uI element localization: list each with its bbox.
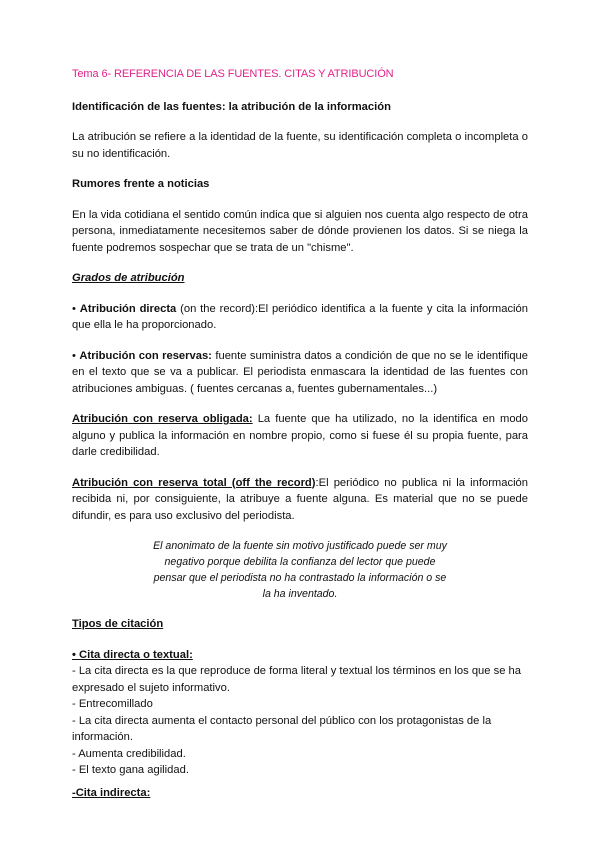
list-item: - La cita directa aumenta el contacto personal del público con los protagonistas de la información. [72,714,492,743]
tipos-heading: Tipos de citación [72,618,164,630]
cita-directa-section [72,647,528,779]
grado-item [72,411,528,461]
grado-term: Atribución directa [79,302,177,315]
document-page [72,66,528,801]
pull-quote: El anonimato de la fuente sin motivo justificado puede ser muy negativo porque debilita la confianza del lector que puede pensar que el periodista no ha contrastado la información o se la ha inventado. [153,540,447,600]
grado-extra: (on the record) [176,302,256,315]
grado-text: fuente suministra datos a condición de que no se le identifique en el texto que se va a publicar. El periodista enmascara la identidad de las fuentes con atribuciones ambiguas. ( fuentes cercanas a, fuentes gubernamentales...) [72,349,528,395]
cita-directa-heading: • Cita directa o textual: [72,648,193,661]
bullet-icon: • [72,349,76,362]
list-item: - Entrecomillado [72,698,153,710]
list-item: - La cita directa es la que reproduce de forma literal y textual los términos en los que se ha expresado el sujeto informativo. [72,665,521,694]
rumores-heading: Rumores frente a noticias [72,178,210,190]
grado-term: Atribución con reserva total (off the record) [72,476,316,489]
rumores-paragraph: En la vida cotidiana el sentido común indica que si alguien nos cuenta algo respecto de otra persona, inmediatamente necesitemos saber de dónde provienen los datos. Si se niega la fuente podremos sospechar que se trata de un "chisme". [72,208,528,254]
cita-indirecta-heading: -Cita indirecta: [72,786,151,799]
grado-item [72,475,528,525]
grado-term: Atribución con reservas: [79,349,212,362]
grado-term: Atribución con reserva obligada: [72,413,253,425]
grado-item [72,301,528,334]
bullet-icon: • [72,302,76,315]
identificacion-paragraph: La atribución se refiere a la identidad de la fuente, su identificación completa o incompleta o su no identificación. [72,131,528,160]
grado-text: :El periódico no publica ni la información recibida ni, por consiguiente, la atribuye a fuente alguna. Es material que no se puede difundir, es para uso exclusivo del periodista. [72,476,528,522]
list-item: - El texto gana agilidad. [72,764,189,776]
grado-item [72,348,528,398]
document-title: Tema 6- REFERENCIA DE LAS FUENTES. CITAS Y ATRIBUCIÓN [72,68,394,80]
grado-text: :El periódico identifica a la fuente y cita la información que ella le ha proporcionado. [72,302,528,331]
list-item: - Aumenta credibilidad. [72,747,186,760]
identificacion-heading: Identificación de las fuentes: la atribución de la información [72,100,391,113]
grado-text: La fuente que ha utilizado, no la identifica en modo alguno y publica la información en nombre propio, como si fuese él su propia fuente, para darle credibilidad. [72,413,528,458]
grados-heading: Grados de atribución [72,272,185,284]
